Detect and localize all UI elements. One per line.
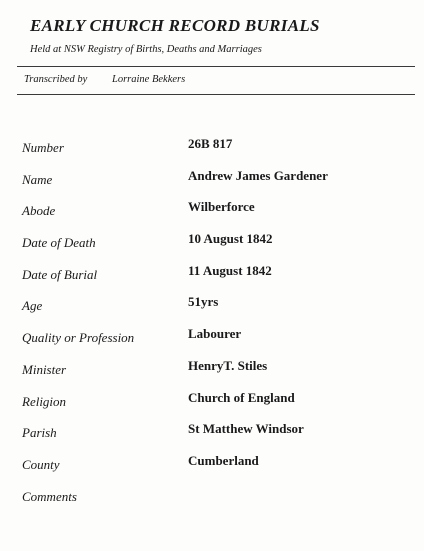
record-label: Abode [22,203,56,219]
record-row-minister [0,358,424,390]
record-label: Number [22,140,64,155]
record-row-date-of-burial [0,263,424,295]
record-row-abode [0,199,424,231]
record-label: Minister [22,361,67,377]
record-value: Cumberland [188,452,259,468]
record-label: Date of Death [22,235,96,251]
record-label: Name [22,171,53,187]
record-value: 51yrs [188,294,219,310]
record-label: Comments [22,488,77,504]
record-label: Religion [22,393,67,409]
record-row-age [0,294,424,326]
document-title: EARLY CHURCH RECORD BURIALS [30,16,320,35]
record-label: Date of Burial [22,266,98,282]
header-divider-bottom [17,94,415,95]
record-label: County [22,456,60,472]
record-fields [0,136,424,516]
record-value: Labourer [188,326,242,342]
record-value: Church of England [188,389,295,405]
record-row-profession [0,326,424,358]
document-subtitle: Held at NSW Registry of Births, Deaths and Marriages [30,44,262,55]
record-value: Andrew James Gardener [188,167,328,183]
record-label: Parish [22,425,57,441]
record-label: Quality or Profession [22,330,135,346]
record-value: 10 August 1842 [188,231,273,247]
transcriber-name: Lorraine Bekkers [112,74,186,85]
record-value: HenryT. Stiles [188,357,268,373]
record-value: 26B 817 [188,136,233,151]
transcriber-line [24,74,186,85]
record-value: Wilberforce [188,199,255,215]
record-row-comments [0,485,424,517]
record-label: Age [22,298,43,314]
record-row-name [0,168,424,200]
header-divider-top [17,66,415,67]
record-row-number [0,136,424,168]
record-value: St Matthew Windsor [188,421,304,437]
record-row-county [0,453,424,485]
record-row-parish [0,421,424,453]
transcribed-by-label: Transcribed by [24,74,88,85]
record-row-date-of-death [0,231,424,263]
record-row-religion [0,390,424,422]
record-value: 11 August 1842 [188,262,272,278]
